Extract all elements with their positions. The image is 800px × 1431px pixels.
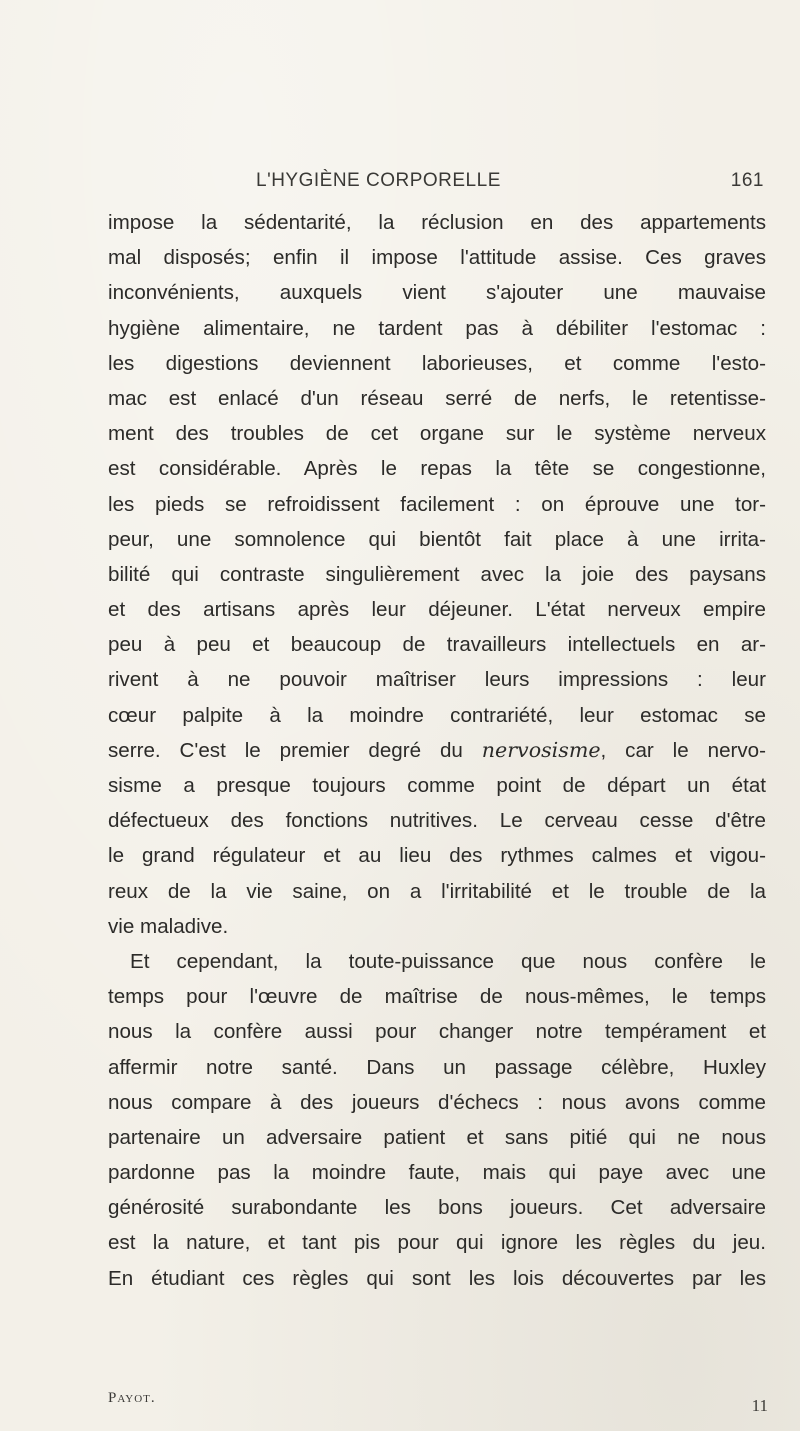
paragraph-last-line: vie maladive. [108, 914, 229, 938]
text-line: les digestions deviennent laborieuses, et comme l'esto- [108, 351, 766, 375]
text-line: est la nature, et tant pis pour qui ignore les règles du jeu. [108, 1231, 766, 1255]
signature-mark: 11 [751, 1396, 768, 1415]
publisher-mark: Payot. [108, 1390, 156, 1406]
text-line: défectueux des fonctions nutritives. Le cerveau cesse d'être [108, 809, 766, 833]
text-line: pardonne pas la moindre faute, mais qui paye avec une [108, 1161, 766, 1185]
text-line-with-emphasis [108, 733, 766, 768]
text-line: et des artisans après leur déjeuner. L'état nerveux empire [108, 598, 766, 622]
text-line: sisme a presque toujours comme point de départ un état [108, 774, 766, 797]
text-line: En étudiant ces règles qui sont les lois découvertes par les [108, 1266, 766, 1290]
text-line: rivent à ne pouvoir maîtriser leurs impressions : leur [108, 668, 766, 692]
text-line: temps pour l'œuvre de maîtrise de nous-mêmes, le temps [108, 985, 766, 1009]
paragraph-first-line: Et cependant, la toute-puissance que nous confère le [130, 949, 766, 973]
text-line: affermir notre santé. Dans un passage célèbre, Huxley [108, 1055, 766, 1079]
text-line: mac est enlacé d'un réseau serré de nerfs, le retentisse- [108, 386, 766, 410]
text-line: le grand régulateur et au lieu des rythmes calmes et vigou- [108, 844, 766, 868]
text-line: nous compare à des joueurs d'échecs : nous avons comme [108, 1090, 766, 1114]
body-text [108, 205, 766, 1296]
text-line: cœur palpite à la moindre contrariété, leur estomac se [108, 703, 766, 727]
emphasized-term: nervosisme [481, 737, 601, 762]
running-head [108, 170, 764, 196]
text-line: nous la confère aussi pour changer notre tempérament et [108, 1020, 766, 1044]
text-line: est considérable. Après le repas la tête se congestionne, [108, 457, 766, 481]
text-line: partenaire un adversaire patient et sans pitié qui ne nous [108, 1125, 766, 1149]
text-line: les pieds se refroidissent facilement : on éprouve une tor- [108, 492, 766, 516]
text-line: peur, une somnolence qui bientôt fait place à une irrita- [108, 527, 766, 551]
page-number: 161 [730, 170, 764, 191]
text-segment: serre. C'est le premier degré du [108, 738, 482, 762]
text-segment: , car le nervo- [600, 738, 766, 762]
running-title: L'HYGIÈNE CORPORELLE [256, 170, 501, 191]
text-line: générosité surabondante les bons joueurs. Cet adversaire [108, 1196, 766, 1220]
text-line: ment des troubles de cet organe sur le système nerveux [108, 422, 766, 446]
text-line: inconvénients, auxquels vient s'ajouter une mauvaise [108, 281, 766, 305]
text-line: hygiène alimentaire, ne tardent pas à débiliter l'estomac : [108, 316, 766, 340]
text-line: reux de la vie saine, on a l'irritabilité et le trouble de la [108, 879, 766, 903]
text-line: peu à peu et beaucoup de travailleurs intellectuels en ar- [108, 633, 766, 657]
text-line: bilité qui contraste singulièrement avec la joie des paysans [108, 562, 766, 586]
text-line: impose la sédentarité, la réclusion en des appartements [108, 211, 766, 234]
page-footer [108, 1390, 768, 1426]
text-line: mal disposés; enfin il impose l'attitude assise. Ces graves [108, 246, 766, 270]
